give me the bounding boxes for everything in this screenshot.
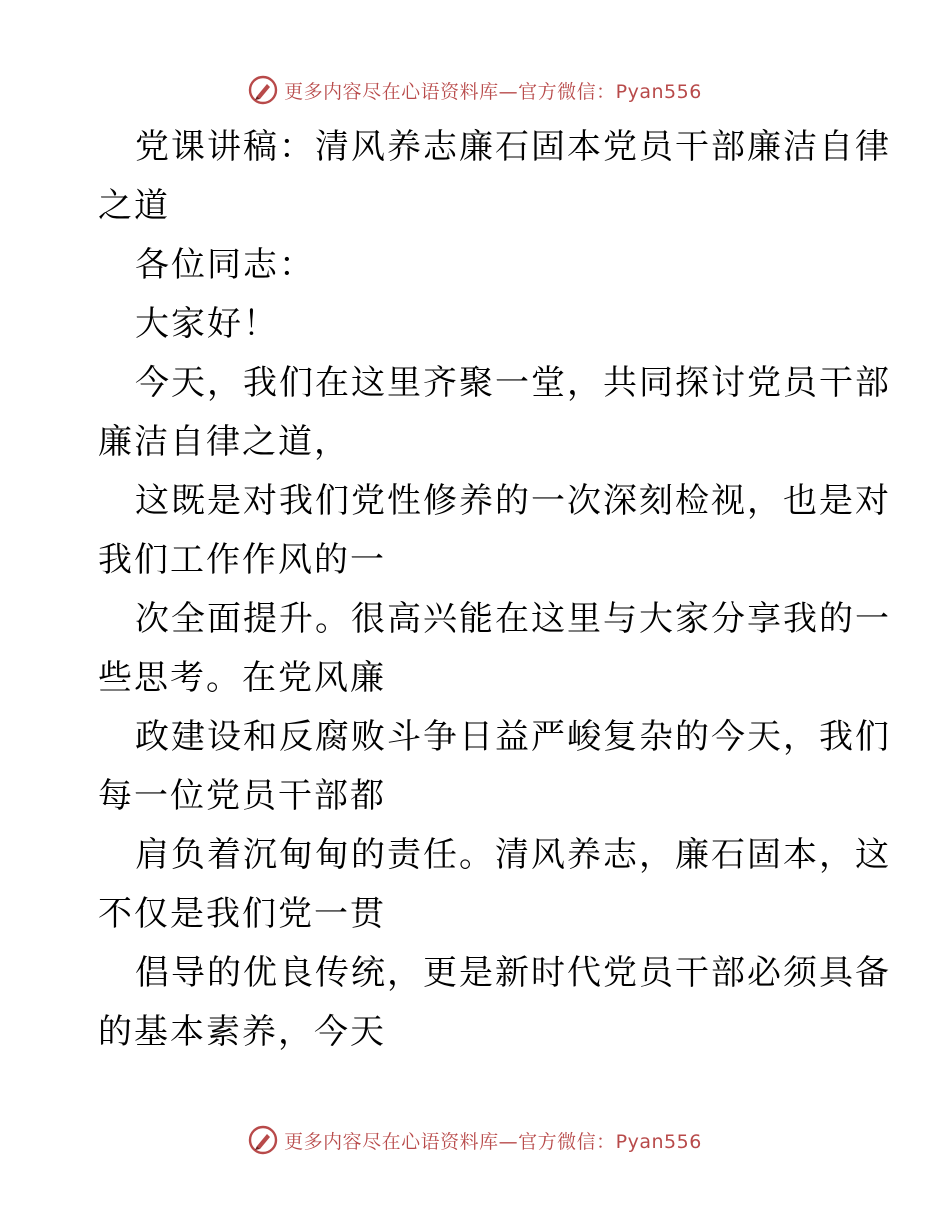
header-watermark [0,72,950,108]
document-line: 各位同志： [135,245,315,285]
footer-watermark [0,1122,950,1158]
document-line: 倡导的优良传统，更是新时代党员干部必须具备 [135,953,891,993]
document-line: 党课讲稿：清风养志廉石固本党员干部廉洁自律 [135,127,891,167]
document-line: 次全面提升。很高兴能在这里与大家分享我的一 [135,599,891,639]
document-line: 的基本素养，今天 [98,1012,386,1052]
document-line: 每一位党员干部都 [98,776,386,816]
pen-circle-logo-icon [248,75,278,105]
document-line: 些思考。在党风廉 [98,658,386,698]
document-line: 今天，我们在这里齐聚一堂，共同探讨党员干部 [135,363,891,403]
document-line: 政建设和反腐败斗争日益严峻复杂的今天，我们 [135,717,891,757]
document-line: 这既是对我们党性修养的一次深刻检视，也是对 [135,481,891,521]
document-line: 肩负着沉甸甸的责任。清风养志，廉石固本，这 [135,835,891,875]
document-line: 我们工作作风的一 [98,540,386,580]
document-line: 廉洁自律之道， [98,422,350,462]
document-line: 大家好！ [135,304,279,344]
document-body [98,118,891,1062]
document-line: 之道 [98,186,170,226]
watermark-text: 更多内容尽在心语资料库—官方微信：Pyan556 [284,80,702,103]
document-line: 不仅是我们党一贯 [98,894,386,934]
pen-circle-logo-icon [248,1125,278,1155]
watermark-text: 更多内容尽在心语资料库—官方微信：Pyan556 [284,1130,702,1153]
